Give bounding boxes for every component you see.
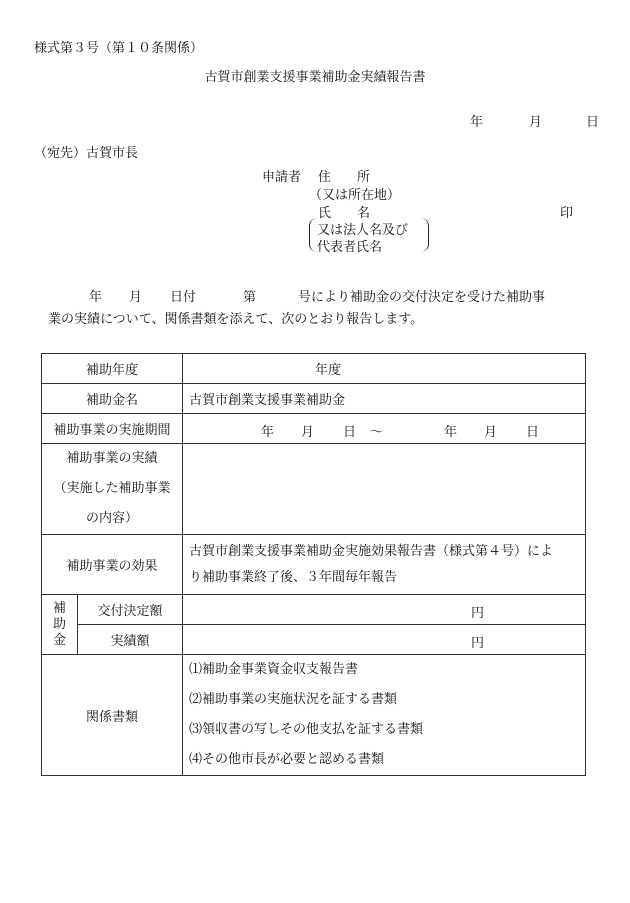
actual-amount-value xyxy=(183,625,586,655)
form-number: 様式第３号（第１０条関係） xyxy=(34,41,204,56)
fiscal-year-label: 補助年度 xyxy=(42,354,183,384)
effect-label: 補助事業の効果 xyxy=(42,535,183,595)
decision-amount-label: 交付決定額 xyxy=(78,595,183,625)
program-name-value: 古賀市創業支援事業補助金 xyxy=(183,384,586,414)
report-table xyxy=(41,353,586,776)
row-effect xyxy=(42,535,586,595)
actual-amount-unit: 円 xyxy=(471,636,485,651)
results-label-line1: 補助事業の実績 xyxy=(66,451,158,466)
fiscal-year-unit: 年度 xyxy=(315,363,342,378)
body-line2: 業の実績について、関係書類を添えて、次のとおり報告します。 xyxy=(48,312,424,327)
documents-list xyxy=(183,655,586,776)
row-decision-amount xyxy=(42,595,586,625)
decision-amount-unit: 円 xyxy=(471,606,485,621)
period-value xyxy=(183,414,586,444)
documents-label: 関係書類 xyxy=(42,655,183,776)
document-item-3: ⑶領収書の写しその他支払を証する書類 xyxy=(189,722,424,737)
date-year: 年 xyxy=(470,115,484,130)
period-tilde: ～ xyxy=(370,425,384,440)
effect-value xyxy=(183,535,586,595)
address-label: 住 所 xyxy=(318,170,371,185)
document-title: 古賀市創業支援事業補助金実績報告書 xyxy=(204,70,426,85)
date-day: 日 xyxy=(586,115,600,130)
row-actual-amount xyxy=(42,625,586,655)
decision-amount-value xyxy=(183,595,586,625)
subsidy-group-label xyxy=(42,595,78,655)
actual-amount-label: 実績額 xyxy=(78,625,183,655)
period-day2: 日 xyxy=(526,425,540,440)
addressee: （宛先）古賀市長 xyxy=(34,146,139,161)
effect-value-line2: り補助事業終了後、３年間毎年報告 xyxy=(189,569,398,585)
program-name-label: 補助金名 xyxy=(42,384,183,414)
row-program-name xyxy=(42,384,586,414)
period-year2: 年 xyxy=(444,425,458,440)
results-label-line2: （実施した補助事業 xyxy=(53,481,171,496)
period-year1: 年 xyxy=(261,425,275,440)
corp-label-line1: 又は法人名及び xyxy=(317,223,409,238)
results-value xyxy=(183,444,586,535)
effect-value-line1: 古賀市創業支援事業補助金実施効果報告書（様式第４号）によ xyxy=(189,543,554,559)
date-month: 月 xyxy=(529,115,543,130)
body-day-date: 日付 xyxy=(170,290,197,305)
name-label: 氏 名 xyxy=(318,206,371,221)
results-label-line3: の内容） xyxy=(86,511,139,526)
applicant-label: 申請者 xyxy=(262,170,302,185)
row-results xyxy=(42,444,586,535)
subsidy-char-2: 助 xyxy=(52,616,66,632)
row-period xyxy=(42,414,586,444)
results-label xyxy=(42,444,183,535)
body-year: 年 xyxy=(89,290,103,305)
body-dai: 第 xyxy=(243,290,257,305)
document-item-2: ⑵補助事業の実施状況を証する書類 xyxy=(189,692,398,707)
body-line1-rest: 号により補助金の交付決定を受けた補助事 xyxy=(298,290,546,305)
subsidy-char-1: 補 xyxy=(52,600,66,616)
subsidy-char-3: 金 xyxy=(52,632,66,648)
document-item-1: ⑴補助金事業資金収支報告書 xyxy=(189,662,359,677)
period-month2: 月 xyxy=(484,425,498,440)
period-day1: 日 xyxy=(343,425,357,440)
corp-label-line2: 代表者氏名 xyxy=(317,240,383,255)
row-documents xyxy=(42,655,586,776)
period-label: 補助事業の実施期間 xyxy=(42,414,183,444)
document-item-4: ⑷その他市長が必要と認める書類 xyxy=(189,752,385,767)
period-month1: 月 xyxy=(301,425,315,440)
fiscal-year-value xyxy=(183,354,586,384)
row-fiscal-year xyxy=(42,354,586,384)
body-month: 月 xyxy=(129,290,143,305)
address-sub-label: （又は所在地） xyxy=(309,188,401,203)
seal-mark: 印 xyxy=(560,206,574,221)
